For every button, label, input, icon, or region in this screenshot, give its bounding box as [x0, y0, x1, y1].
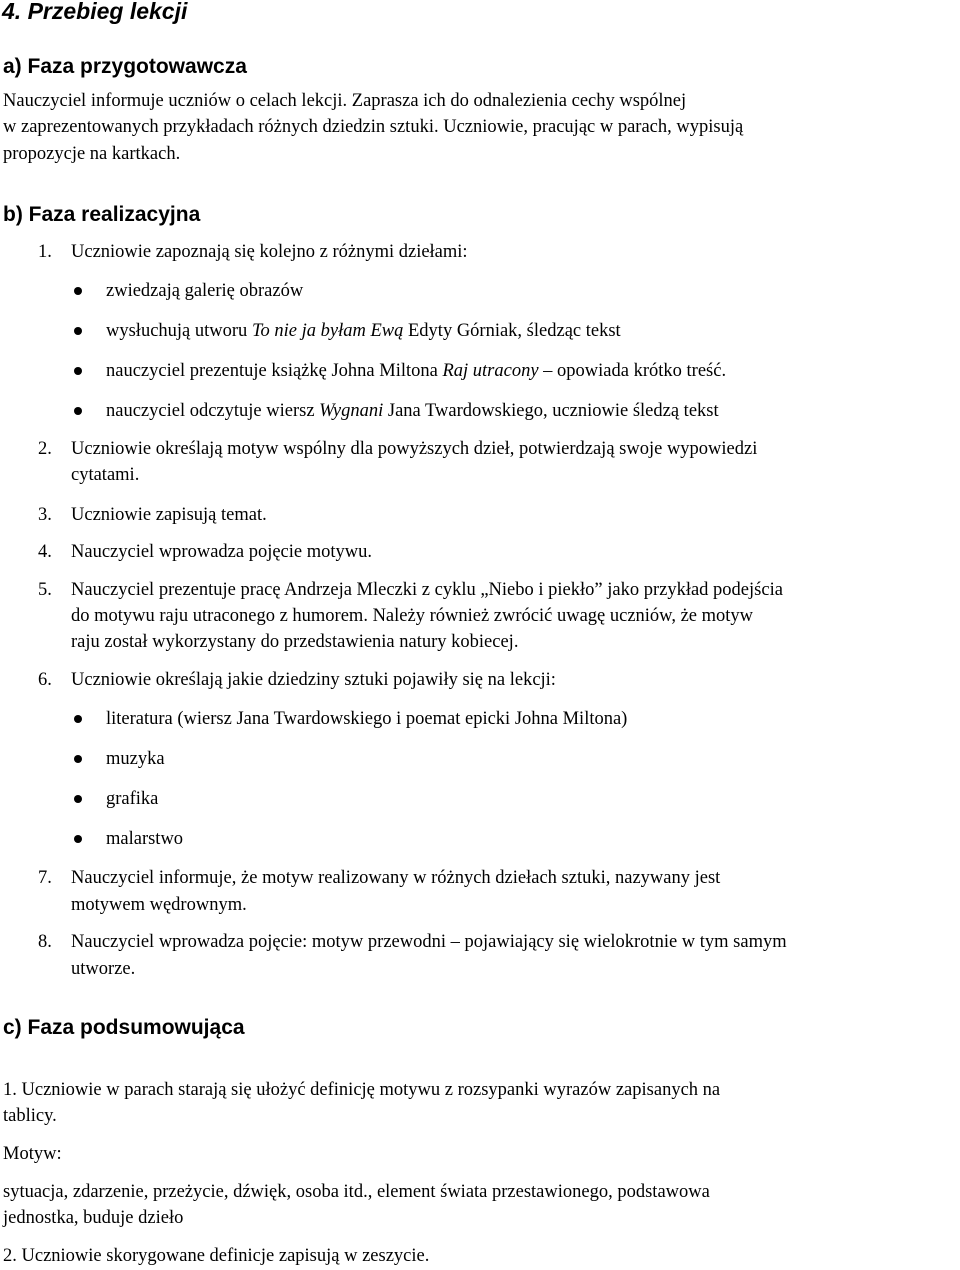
- phase-b-title: b) Faza realizacyjna: [3, 203, 201, 226]
- motyw-words-line-2: jednostka, buduje dzieło: [3, 1208, 184, 1228]
- bullet-icon: [74, 367, 82, 375]
- bullet-icon: [74, 407, 82, 415]
- bullet-icon: [74, 715, 82, 723]
- item-5-line-1: Nauczyciel prezentuje pracę Andrzeja Mleczki z cyklu „Niebo i piekło” jako przykład podejścia: [71, 580, 783, 600]
- item-number: 6.: [38, 670, 52, 690]
- item-2-line-2: cytatami.: [71, 465, 140, 485]
- item-2-line-1: Uczniowie określają motyw wspólny dla powyższych dzieł, potwierdzają swoje wypowiedzi: [71, 439, 758, 459]
- section-heading: 4. Przebieg lekcji: [2, 0, 188, 24]
- bullet-item: wysłuchują utworu To nie ja byłam Ewą Edyty Górniak, śledząc tekst: [106, 321, 621, 341]
- item-number: 3.: [38, 505, 52, 525]
- item-number: 2.: [38, 439, 52, 459]
- item-6-text: Uczniowie określają jakie dziedziny sztuki pojawiły się na lekcji:: [71, 670, 556, 690]
- summary-2: 2. Uczniowie skorygowane definicje zapisują w zeszycie.: [3, 1246, 430, 1266]
- item-8-line-1: Nauczyciel wprowadza pojęcie: motyw przewodni – pojawiający się wielokrotnie w tym samym: [71, 932, 787, 952]
- phase-a-title: a) Faza przygotowawcza: [3, 55, 247, 78]
- item-5-line-3: raju został wykorzystany do przedstawienia natury kobiecej.: [71, 632, 519, 652]
- item-5-line-2: do motywu raju utraconego z humorem. Należy również zwrócić uwagę uczniów, że motyw: [71, 606, 754, 626]
- bullet-item: zwiedzają galerię obrazów: [106, 281, 304, 301]
- phase-a-line-2: w zaprezentowanych przykładach różnych dziedzin sztuki. Uczniowie, pracując w parach, wypisują: [3, 117, 744, 137]
- phase-c-title: c) Faza podsumowująca: [3, 1016, 245, 1039]
- phase-a-line-3: propozycje na kartkach.: [3, 144, 181, 164]
- bullet-item: literatura (wiersz Jana Twardowskiego i poemat epicki Johna Miltona): [106, 709, 628, 729]
- bullet-item: muzyka: [106, 749, 165, 769]
- item-7-line-2: motywem wędrownym.: [71, 895, 247, 915]
- summary-1-line-1: 1. Uczniowie w parach starają się ułożyć definicję motywu z rozsypanki wyrazów zapisanych na: [3, 1080, 721, 1100]
- phase-a-line-1: Nauczyciel informuje uczniów o celach lekcji. Zaprasza ich do odnalezienia cechy wspólnej: [3, 91, 687, 111]
- work-title: Wygnani: [319, 401, 384, 421]
- bullet-item: grafika: [106, 789, 159, 809]
- item-number: 5.: [38, 580, 52, 600]
- bullet-item: nauczyciel prezentuje książkę Johna Miltona Raj utracony – opowiada krótko treść.: [106, 361, 727, 381]
- item-8-line-2: utworze.: [71, 959, 136, 979]
- work-title: Raj utracony: [442, 361, 539, 381]
- bullet-icon: [74, 795, 82, 803]
- item-4-text: Nauczyciel wprowadza pojęcie motywu.: [71, 542, 373, 562]
- summary-1-line-2: tablicy.: [3, 1106, 57, 1126]
- bullet-icon: [74, 755, 82, 763]
- bullet-item: malarstwo: [106, 829, 184, 849]
- item-number: 7.: [38, 868, 52, 888]
- item-1-text: Uczniowie zapoznają się kolejno z różnymi dziełami:: [71, 242, 468, 262]
- item-number: 1.: [38, 242, 52, 262]
- item-number: 8.: [38, 932, 52, 952]
- bullet-icon: [74, 835, 82, 843]
- bullet-item: nauczyciel odczytuje wiersz Wygnani Jana Twardowskiego, uczniowie śledzą tekst: [106, 401, 719, 421]
- item-7-line-1: Nauczyciel informuje, że motyw realizowany w różnych dziełach sztuki, nazywany jest: [71, 868, 721, 888]
- work-title: To nie ja byłam Ewą: [251, 321, 404, 341]
- bullet-icon: [74, 327, 82, 335]
- motyw-label: Motyw:: [3, 1144, 62, 1164]
- bullet-icon: [74, 287, 82, 295]
- motyw-words-line-1: sytuacja, zdarzenie, przeżycie, dźwięk, osoba itd., element świata przestawionego, podstawowa: [3, 1182, 710, 1202]
- item-number: 4.: [38, 542, 52, 562]
- item-3-text: Uczniowie zapisują temat.: [71, 505, 267, 525]
